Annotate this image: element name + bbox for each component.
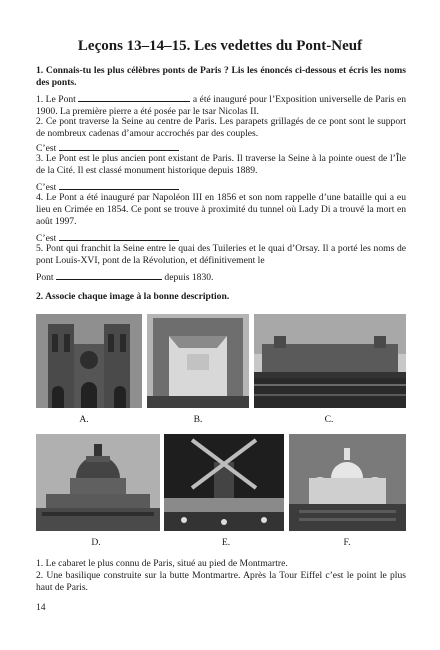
moulin-rouge-image	[164, 434, 284, 531]
item1-suffix: a été inauguré pour l’Exposition universelle de Paris en 1900. La première pierre a été posée par le tsar Nicolas II.	[36, 94, 407, 117]
cest-label: C’est	[36, 182, 57, 193]
notre-dame-image	[36, 314, 142, 408]
answer-blank-1[interactable]	[78, 92, 190, 102]
answer-blank-3[interactable]	[59, 180, 179, 190]
photo-f-sacre-coeur	[289, 434, 406, 531]
invalides-image	[36, 434, 160, 531]
photo-b-grande-arche	[147, 314, 249, 408]
answer-line-5	[36, 270, 406, 284]
caption-d: D.	[91, 537, 101, 548]
answer-blank-2[interactable]	[59, 141, 179, 151]
exercise1-item5: 5. Pont qui franchit la Seine entre le quai des Tuileries et le quai d’Orsay. Il a porté les noms de pont Louis-XVI, pont de la Révolution, et définitivement le	[36, 243, 406, 266]
cest-label: C’est	[36, 143, 57, 154]
exercise2-description2: 2. Une basilique construite sur la butte Montmartre. Après la Tour Eiffel c’est le point le plus haut de Paris.	[36, 570, 406, 593]
exercise2-description1: 1. Le cabaret le plus connu de Paris, situé au pied de Montmartre.	[36, 558, 288, 569]
answer-blank-4[interactable]	[59, 231, 179, 241]
exercise1-item2: 2. Ce pont traverse la Seine au centre de Paris. Les parapets grillagés de ce pont sont le support de nombreux cadenas d’amour accrochés par des couples.	[36, 116, 406, 139]
exercise1-item4: 4. Le Pont a été inauguré par Napoléon III en 1856 et son nom rappelle d’une bataille qui a eu lieu en Crimée en 1854. Ce pont se trouve à proximité du tunnel où Lady Di a trouvé la mort en août 1997.	[36, 192, 406, 227]
sacre-coeur-image	[289, 434, 406, 531]
caption-b: B.	[193, 414, 203, 425]
grande-arche-image	[147, 314, 249, 408]
page-title: Leçons 13–14–15. Les vedettes du Pont-Neuf	[77, 38, 363, 54]
page-number: 14	[36, 602, 46, 613]
caption-a: A.	[79, 414, 89, 425]
cest-label: C’est	[36, 233, 57, 244]
photo-e-moulin-rouge	[164, 434, 284, 531]
exercise2-instruction: 2. Associe chaque image à la bonne description.	[36, 291, 230, 302]
exercise1-item1	[36, 92, 406, 118]
photo-c-musee-orsay	[254, 314, 406, 408]
exercise1-item3: 3. Le Pont est le plus ancien pont existant de Paris. Il traverse la Seine à la pointe ouest de l’Île de la Cité. Il est classé monument historique depuis 1889.	[36, 153, 406, 176]
item5-end-suffix: depuis 1830.	[164, 272, 214, 283]
orsay-image	[254, 314, 406, 408]
exercise1-instruction: 1. Connais-tu les plus célèbres ponts de Paris ? Lis les énoncés ci-dessous et écris les noms des ponts.	[36, 65, 406, 88]
caption-e: E.	[221, 537, 231, 548]
answer-blank-5[interactable]	[56, 270, 162, 280]
photo-d-invalides	[36, 434, 160, 531]
item1-prefix: 1. Le Pont	[36, 94, 76, 105]
caption-c: C.	[324, 414, 334, 425]
caption-f: F.	[343, 537, 351, 548]
item5-end-prefix: Pont	[36, 272, 54, 283]
photo-a-notre-dame	[36, 314, 142, 408]
